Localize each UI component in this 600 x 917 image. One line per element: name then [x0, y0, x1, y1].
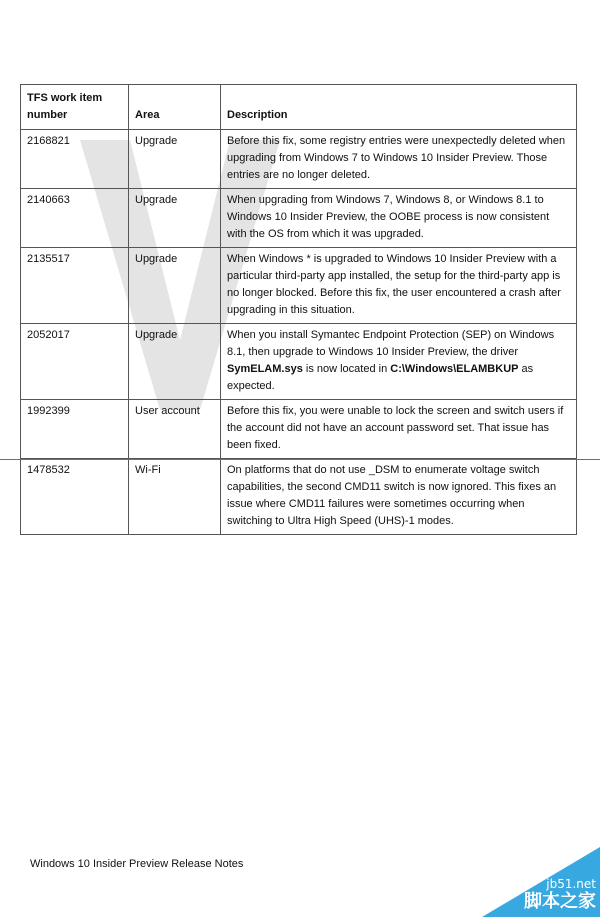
cell-description: Before this fix, some registry entries were unexpectedly deleted when upgrading from Windows 7 to Windows 10 Insider Preview. Those entries are no longer deleted.: [221, 130, 577, 189]
cell-id: 2168821: [21, 130, 129, 189]
cell-description: Before this fix, you were unable to lock the screen and switch users if the account did not have an account password set. That issue has been fixed.: [221, 400, 577, 459]
header-description: Description: [221, 85, 577, 130]
cell-id: 2140663: [21, 189, 129, 248]
cell-description: [221, 324, 577, 400]
cell-area: Upgrade: [129, 189, 221, 248]
desc-bold-path: C:\Windows\ELAMBKUP: [390, 363, 519, 375]
cell-description: On platforms that do not use _DSM to enumerate voltage switch capabilities, the second CMD11 switch is now ignored. This fixes an issue where CMD11 failures were sometimes occurring when switching to Ultra High Speed (UHS)-1 modes.: [221, 459, 577, 535]
table-row: [21, 130, 577, 189]
table-row: [21, 459, 577, 535]
cell-id: 1992399: [21, 400, 129, 459]
cell-area: Upgrade: [129, 248, 221, 324]
cell-description: When upgrading from Windows 7, Windows 8, or Windows 8.1 to Windows 10 Insider Preview, the OOBE process is now consistent with the OS from which it was upgraded.: [221, 189, 577, 248]
desc-text: is now located in: [302, 363, 391, 375]
cell-area: Upgrade: [129, 130, 221, 189]
header-tfs: TFS work item number: [21, 85, 129, 130]
cell-area: Wi-Fi: [129, 459, 221, 535]
fixes-table: [20, 84, 577, 535]
logo-site-text: jb51.net: [546, 877, 596, 891]
desc-text: When you install Symantec Endpoint Protection (SEP) on Windows 8.1, then upgrade to Windows 10 Insider Preview, the driver: [227, 329, 555, 358]
cell-description: When Windows * is upgraded to Windows 10 Insider Preview with a particular third-party app installed, the setup for the third-party app is no longer blocked. Before this fix, the user encountered a crash after upgrading in this situation.: [221, 248, 577, 324]
desc-bold-filename: SymELAM.sys: [227, 363, 303, 375]
page-footer: Windows 10 Insider Preview Release Notes: [30, 858, 244, 870]
cell-id: 2135517: [21, 248, 129, 324]
cell-area: User account: [129, 400, 221, 459]
table-row: [21, 400, 577, 459]
cell-id: 2052017: [21, 324, 129, 400]
table-row: [21, 189, 577, 248]
site-watermark-logo: [482, 847, 600, 917]
header-area: Area: [129, 85, 221, 130]
table-row: [21, 324, 577, 400]
page-break-line: [0, 459, 600, 460]
table-row: [21, 248, 577, 324]
cell-area: Upgrade: [129, 324, 221, 400]
desc-text: as expected.: [227, 363, 534, 392]
cell-id: 1478532: [21, 459, 129, 535]
logo-cn-text: 脚本之家: [524, 891, 596, 912]
table-header-row: [21, 85, 577, 130]
